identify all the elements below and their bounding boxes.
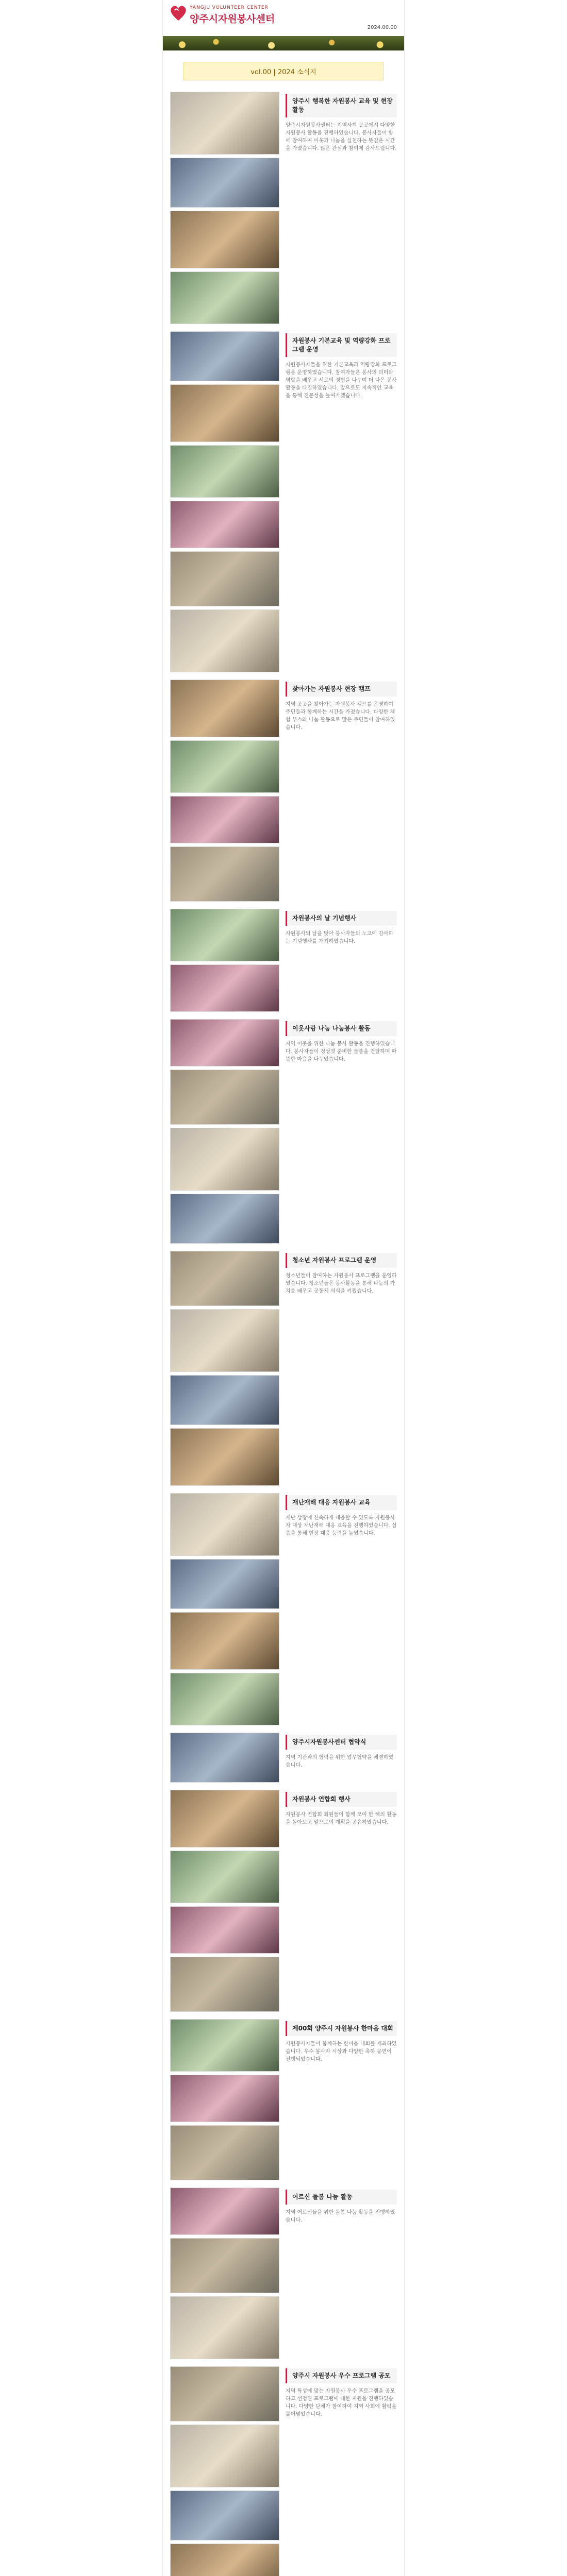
article-title[interactable]: 제00회 양주시 자원봉사 한마음 대회 <box>286 2021 397 2036</box>
article-text <box>286 1251 397 1489</box>
article-title[interactable]: 찾아가는 자원봉사 현장 캠프 <box>286 682 397 697</box>
article-photo <box>170 1019 279 1066</box>
article-photo <box>170 2366 279 2421</box>
article-body: 지역 이웃을 위한 나눔 봉사 활동을 진행하였습니다. 봉사자들이 정성껏 준비한 물품을 전달하며 따뜻한 마음을 나누었습니다. <box>286 1041 397 1062</box>
article-photos <box>170 1251 278 1489</box>
article-photo <box>170 1194 279 1244</box>
article-body: 청소년들이 참여하는 자원봉사 프로그램을 운영하였습니다. 청소년들은 봉사활동을 통해 나눔의 가치를 배우고 공동체 의식을 키웠습니다. <box>286 1273 397 1294</box>
article-body: 지역 어르신들을 위한 돌봄 나눔 활동을 진행하였습니다. <box>286 2210 395 2223</box>
article-body: 자원봉사의 날을 맞아 봉사자들의 노고에 감사하는 기념행사를 개최하였습니다. <box>286 931 394 944</box>
article-title[interactable]: 양주시자원봉사센터 협약식 <box>286 1735 397 1750</box>
article-title[interactable]: 이웃사랑 나눔 나눔봉사 활동 <box>286 1021 397 1036</box>
article-photos <box>170 2366 278 2576</box>
article-photos <box>170 2188 278 2362</box>
article-photo <box>170 1957 279 2012</box>
article-photo <box>170 501 279 548</box>
article-photos <box>170 1733 278 1786</box>
article-photo <box>170 740 279 793</box>
article-photo <box>170 2425 279 2487</box>
article-photos <box>170 2019 278 2183</box>
article-photo <box>170 1375 279 1425</box>
article-body: 지역 곳곳을 찾아가는 자원봉사 캠프를 운영하여 주민들과 함께하는 시간을 가졌습니다. 다양한 체험 부스와 나눔 활동으로 많은 주민들이 참여하였습니다. <box>286 702 395 731</box>
article-photo <box>170 1673 279 1725</box>
article-photos <box>170 1019 278 1247</box>
article-photos <box>170 909 278 1015</box>
issue-date: 2024.00.00 <box>367 25 397 30</box>
article-body: 재난 상황에 신속하게 대응할 수 있도록 자원봉사자 대상 재난재해 대응 교육을 진행하였습니다. 실습을 통해 현장 대응 능력을 높였습니다. <box>286 1515 397 1536</box>
article-photo <box>170 2188 279 2235</box>
article <box>163 1728 404 1786</box>
article-photo <box>170 1559 279 1609</box>
header-banner-image <box>163 36 404 50</box>
article-photo <box>170 964 279 1012</box>
article-photos <box>170 1493 278 1728</box>
article-photo <box>170 211 279 268</box>
article <box>163 1247 404 1489</box>
article-photo <box>170 1906 279 1954</box>
article-photo <box>170 2238 279 2293</box>
brand-english: YANGJU VOLUNTEER CENTER <box>190 5 269 10</box>
article-title[interactable]: 재난재해 대응 자원봉사 교육 <box>286 1495 397 1510</box>
article-title[interactable]: 자원봉사 기본교육 및 역량강화 프로그램 운영 <box>286 333 397 357</box>
article-photo <box>170 2125 279 2180</box>
article <box>163 675 404 905</box>
article-body: 지역 기관과의 협력을 위한 업무협약을 체결하였습니다. <box>286 1755 394 1768</box>
article <box>163 1015 404 1247</box>
article <box>163 1786 404 2015</box>
article-photo <box>170 1128 279 1191</box>
article-photo <box>170 1070 279 1125</box>
article-photo <box>170 846 279 902</box>
article-photo <box>170 1851 279 1903</box>
article-text <box>286 1790 397 2015</box>
article-title[interactable]: 양주시 행복한 자원봉사 교육 및 현장활동 <box>286 94 397 117</box>
article-photo <box>170 796 279 843</box>
issue-banner: vol.00 | 2024 소식지 <box>184 62 383 80</box>
article-title[interactable]: 어르신 돌봄 나눔 활동 <box>286 2190 397 2205</box>
article-photo <box>170 1733 279 1783</box>
article <box>163 327 404 675</box>
article-photo <box>170 2490 279 2540</box>
article-text <box>286 2366 397 2576</box>
article-photo <box>170 680 279 737</box>
article-photo <box>170 158 279 208</box>
article-title[interactable]: 자원봉사의 날 기념행사 <box>286 911 397 926</box>
article-photo <box>170 609 279 672</box>
article-photo <box>170 909 279 961</box>
article <box>163 2015 404 2183</box>
article-photos <box>170 331 278 675</box>
article-photo <box>170 331 279 381</box>
article-text <box>286 1733 397 1786</box>
article-photo <box>170 445 279 498</box>
article-photos <box>170 1790 278 2015</box>
article-photo <box>170 1428 279 1486</box>
article-text <box>286 2188 397 2362</box>
article-photo <box>170 551 279 606</box>
article-list <box>163 88 404 2576</box>
article-text <box>286 1019 397 1247</box>
article <box>163 88 404 327</box>
article-photos <box>170 92 278 327</box>
article-body: 자원봉사자들을 위한 기본교육과 역량강화 프로그램을 운영하였습니다. 참여자들은 봉사의 의미와 역할을 배우고 서로의 경험을 나누며 더 나은 봉사활동을 다짐하였습니다. 앞으로도 지속적인 교육을 통해 전문성을 높여가겠습니다. <box>286 362 397 399</box>
article-photo <box>170 1790 279 1848</box>
heart-logo-icon <box>169 4 188 22</box>
article-text <box>286 1493 397 1728</box>
newsletter-page <box>162 0 405 2576</box>
article-photo <box>170 1251 279 1306</box>
article-title[interactable]: 자원봉사 연합회 행사 <box>286 1792 397 1807</box>
article-photo <box>170 92 279 155</box>
article <box>163 905 404 1015</box>
article <box>163 2362 404 2576</box>
article-text <box>286 331 397 675</box>
article-photo <box>170 1493 279 1556</box>
article-photo <box>170 2296 279 2359</box>
article-photo <box>170 384 279 442</box>
article <box>163 1489 404 1728</box>
article-text <box>286 680 397 905</box>
article-photo <box>170 1612 279 1670</box>
article-photo <box>170 2019 279 2072</box>
article <box>163 2183 404 2362</box>
newsletter-header <box>163 0 404 50</box>
article-title[interactable]: 청소년 자원봉사 프로그램 운영 <box>286 1253 397 1268</box>
article-photos <box>170 680 278 905</box>
article-photo <box>170 2544 279 2576</box>
article-text <box>286 2019 397 2183</box>
article-body: 자원봉사 연합회 회원들이 함께 모여 한 해의 활동을 돌아보고 앞으로의 계획을 공유하였습니다. <box>286 1812 397 1825</box>
article-photo <box>170 272 279 324</box>
article-body: 양주시자원봉사센터는 지역사회 곳곳에서 다양한 자원봉사 활동을 진행하였습니다. 봉사자들이 함께 참여하여 이웃과 나눔을 실천하는 뜻깊은 시간을 가졌습니다. 많은 관심과 참여에 감사드립니다. <box>286 123 397 151</box>
article-photo <box>170 1309 279 1372</box>
article-body: 자원봉사자들이 함께하는 한마음 대회를 개최하였습니다. 우수 봉사자 시상과 다양한 축하 공연이 진행되었습니다. <box>286 2041 397 2062</box>
article-text <box>286 909 397 1015</box>
brand-title[interactable]: 양주시자원봉사센터 <box>190 13 275 25</box>
article-body: 지역 특성에 맞는 자원봉사 우수 프로그램을 공모하고 선정된 프로그램에 대한 지원을 진행하였습니다. 다양한 단체가 참여하여 지역 사회에 활력을 불어넣었습니다. <box>286 2388 397 2417</box>
article-title[interactable]: 양주시 자원봉사 우수 프로그램 공모 <box>286 2368 397 2383</box>
article-text <box>286 92 397 327</box>
article-photo <box>170 2075 279 2122</box>
